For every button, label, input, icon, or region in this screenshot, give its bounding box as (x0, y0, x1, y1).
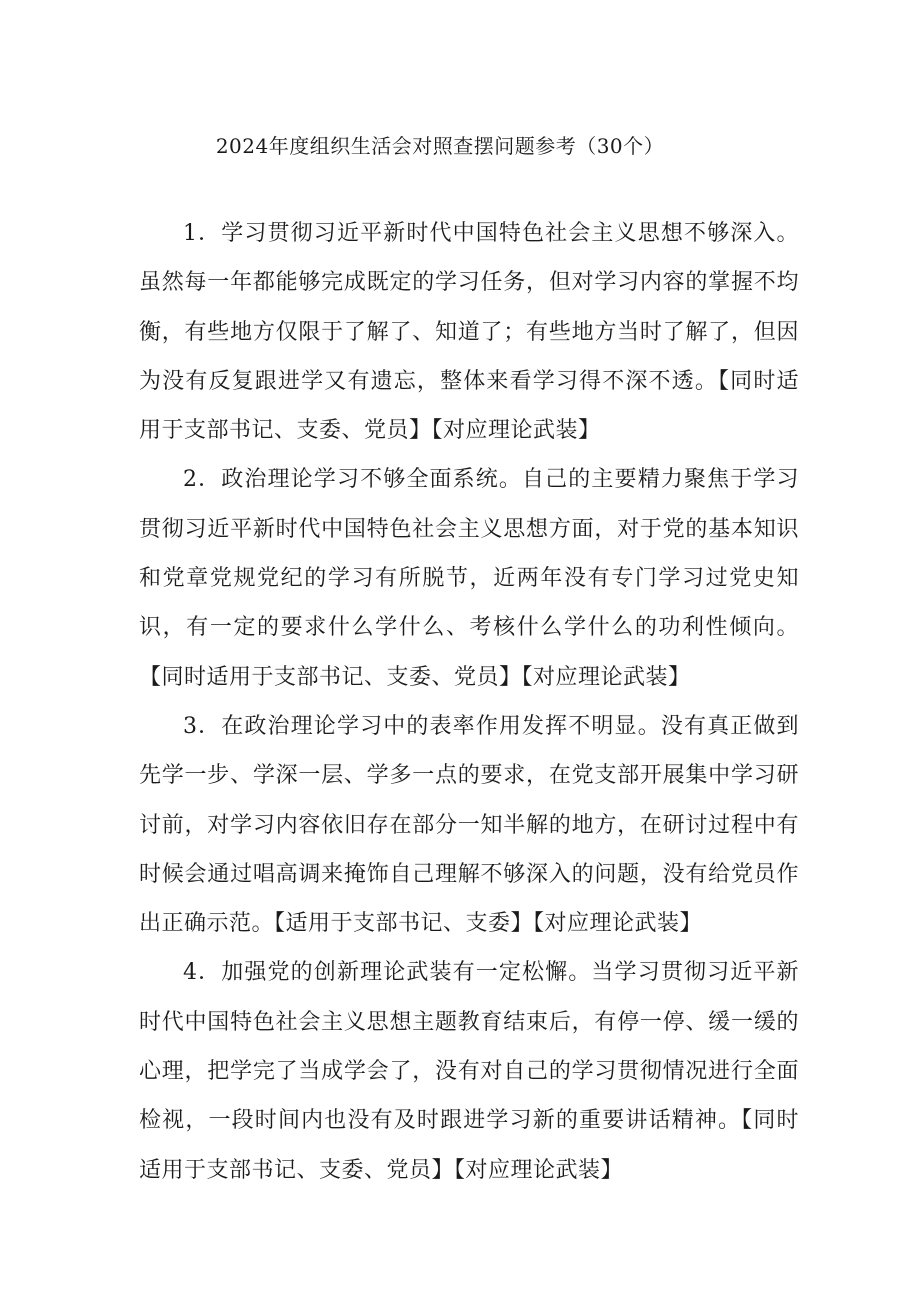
document-title: 2024年度组织生活会对照查摆问题参考（30个） (215, 134, 665, 158)
document-body (139, 209, 799, 1195)
problem-item-4: 4．加强党的创新理论武装有一定松懈。当学习贯彻习近平新时代中国特色社会主义思想主题教育结束后，有停一停、缓一缓的心理，把学完了当成学会了，没有对自己的学习贯彻情况进行全面检视，一段时间内也没有及时跟进学习新的重要讲话精神。【同时适用于支部书记、支委、党员】【对应理论武装】 (139, 960, 799, 1183)
problem-item-1: 1．学习贯彻习近平新时代中国特色社会主义思想不够深入。虽然每一年都能够完成既定的学习任务，但对学习内容的掌握不均衡，有些地方仅限于了解了、知道了；有些地方当时了解了，但因为没有反复跟进学又有遗忘，整体来看学习得不深不透。【同时适用于支部书记、支委、党员】【对应理论武装】 (139, 221, 799, 444)
problem-item-3: 3．在政治理论学习中的表率作用发挥不明显。没有真正做到先学一步、学深一层、学多一点的要求，在党支部开展集中学习研讨前，对学习内容依旧存在部分一知半解的地方，在研讨过程中有时候会通过唱高调来掩饰自己理解不够深入的问题，没有给党员作出正确示范。【适用于支部书记、支委】【对应理论武装】 (139, 713, 799, 937)
problem-item-2: 2．政治理论学习不够全面系统。自己的主要精力聚焦于学习贯彻习近平新时代中国特色社会主义思想方面，对于党的基本知识和党章党规党纪的学习有所脱节，近两年没有专门学习过党史知识，有一定的要求什么学什么、考核什么学什么的功利性倾向。【同时适用于支部书记、支委、党员】【对应理论武装】 (139, 467, 799, 690)
